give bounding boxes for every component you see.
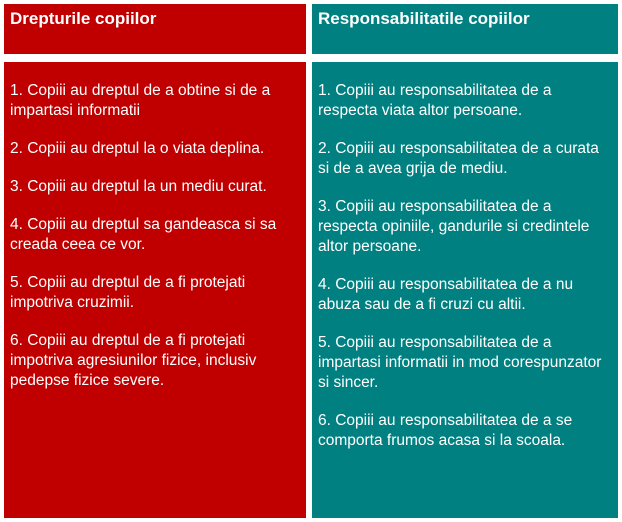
rights-header <box>4 4 306 54</box>
responsibilities-header <box>312 4 618 54</box>
rights-item: 2. Copiii au dreptul la o viata deplina. <box>10 140 265 157</box>
rights-item: 5. Copiii au dreptul de a fi protejati impotriva cruzimii. <box>10 274 246 311</box>
responsibilities-item: 5. Copiii au responsabilitatea de a impartasi informatii in mod corespunzator si sincer. <box>318 334 602 391</box>
responsibilities-item: 2. Copiii au responsabilitatea de a curata si de a avea grija de mediu. <box>318 140 599 177</box>
rights-item: 3. Copiii au dreptul la un mediu curat. <box>10 178 267 195</box>
rights-list <box>4 62 306 518</box>
rights-item: 4. Copiii au dreptul sa gandeasca si sa creada ceea ce vor. <box>10 216 277 253</box>
responsibilities-item: 6. Copiii au responsabilitatea de a se comporta frumos acasa si la scoala. <box>318 412 573 449</box>
responsibilities-list <box>312 62 618 518</box>
rights-column <box>4 4 306 518</box>
responsibilities-item: 1. Copiii au responsabilitatea de a respecta viata altor persoane. <box>318 82 552 119</box>
rights-title: Drepturile copiilor <box>10 9 157 28</box>
rights-item: 1. Copiii au dreptul de a obtine si de a impartasi informatii <box>10 82 271 119</box>
responsibilities-title: Responsabilitatile copiilor <box>318 9 530 28</box>
responsibilities-item: 4. Copiii au responsabilitatea de a nu abuza sau de a fi cruzi cu altii. <box>318 276 574 313</box>
responsibilities-column <box>312 4 618 518</box>
responsibilities-item: 3. Copiii au responsabilitatea de a respecta opiniile, gandurile si credintele altor persoane. <box>318 198 590 255</box>
rights-item: 6. Copiii au dreptul de a fi protejati impotriva agresiunilor fizice, inclusiv pedepse fizice severe. <box>10 332 257 389</box>
